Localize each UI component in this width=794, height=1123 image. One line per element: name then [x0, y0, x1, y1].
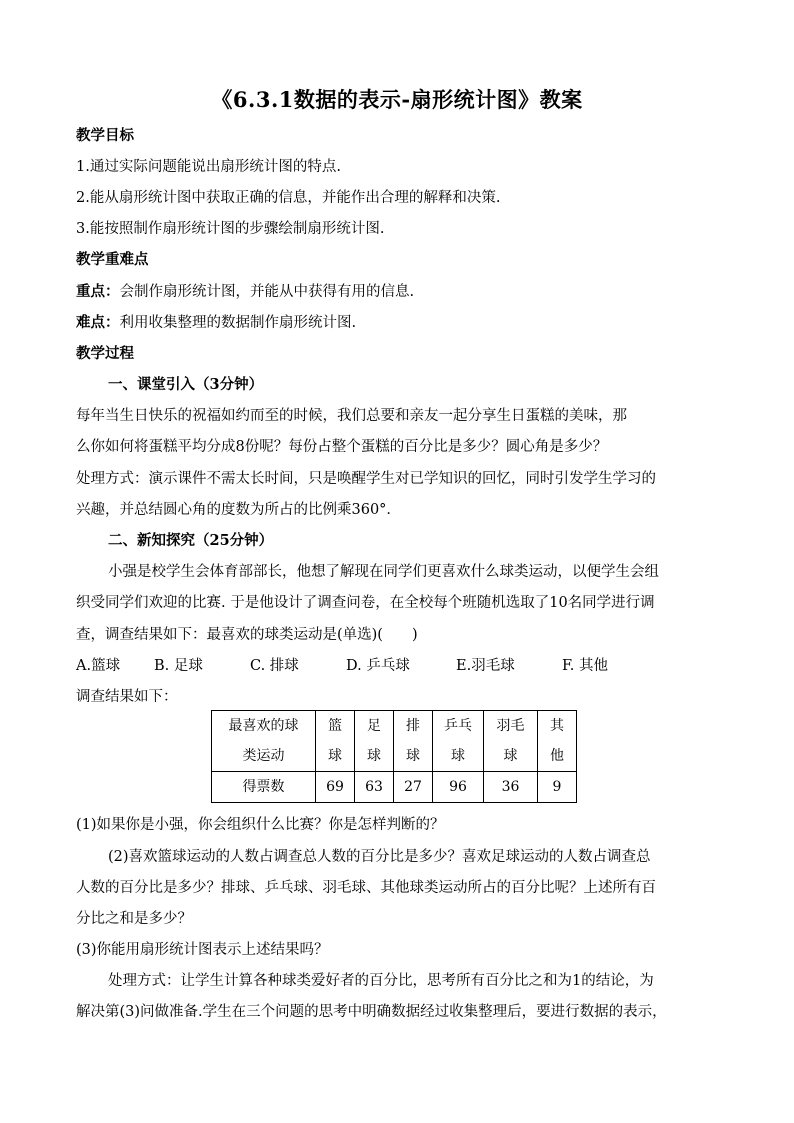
table-cell: 27: [394, 772, 433, 803]
survey-table: [211, 710, 577, 803]
paragraph-line: 解决第(3)问做准备.学生在三个问题的思考中明确数据经过收集整理后，要进行数据的表示，: [76, 1004, 667, 1020]
goal-item: 2.能从扇形统计图中获取正确的信息，并能作出合理的解释和决策.: [76, 190, 501, 206]
table-row: [212, 711, 577, 772]
option-c: C. 排球: [250, 658, 299, 674]
table-cell: 9: [538, 772, 577, 803]
question-line: 分比之和是多少？: [76, 911, 192, 927]
paragraph-line: 处理方式：演示课件不需太长时间，只是唤醒学生对已学知识的回忆，同时引发学生学习的: [76, 471, 656, 487]
paragraph-line: 每年当生日快乐的祝福如约而至的时候，我们总要和亲友一起分享生日蛋糕的美味，那: [76, 408, 627, 424]
options-line: [76, 654, 608, 675]
key-label: 重点：: [76, 283, 120, 300]
table-row: [212, 772, 577, 803]
question-line: (1)如果你是小强，你会组织什么比赛？你是怎样判断的？: [76, 817, 445, 833]
paragraph-line: 么你如何将蛋糕平均分成8份呢？每份占整个蛋糕的百分比是多少？圆心角是多少？: [76, 439, 608, 455]
paragraph-line: 小强是校学生会体育部部长，他想了解现在同学们更喜欢什么球类运动，以便学生会组: [108, 564, 659, 580]
goal-item: 3.能按照制作扇形统计图的步骤绘制扇形统计图.: [76, 221, 385, 237]
option-f: F. 其他: [562, 658, 609, 674]
table-header-cell: 其 他: [538, 711, 577, 772]
table-cell: 69: [316, 772, 355, 803]
table-cell: 96: [433, 772, 484, 803]
section2-heading: 二、新知探究（25分钟）: [108, 532, 274, 549]
paragraph-line: 兴趣，并总结圆心角的度数为所占的比例乘360°．: [76, 502, 401, 518]
goals-heading: 教学目标: [76, 127, 134, 144]
table-header-cell: 乒乓 球: [433, 711, 484, 772]
table-header-cell: 篮 球: [316, 711, 355, 772]
table-header-cell: 羽毛 球: [484, 711, 538, 772]
question-line: (2)喜欢篮球运动的人数占调查总人数的百分比是多少？喜欢足球运动的人数占调查总: [108, 849, 651, 865]
option-e: E.羽毛球: [456, 658, 515, 674]
table-header-cell: 最喜欢的球 类运动: [212, 711, 316, 772]
paragraph-line: 查，调查结果如下：最喜欢的球类运动是(单选)( ): [76, 627, 418, 643]
option-b: B. 足球: [154, 658, 203, 674]
difficulty-label: 难点：: [76, 314, 120, 331]
key-points-heading: 教学重难点: [76, 251, 149, 268]
key-text: 会制作扇形统计图，并能从中获得有用的信息.: [119, 284, 415, 300]
option-a: A.篮球: [76, 658, 121, 674]
table-cell: 36: [484, 772, 538, 803]
table-header-cell: 排 球: [394, 711, 433, 772]
table-row-label: 得票数: [212, 772, 316, 803]
question-line: (3)你能用扇形统计图表示上述结果吗？: [76, 942, 329, 958]
question-line: 人数的百分比是多少？排球、乒乓球、羽毛球、其他球类运动所占的百分比呢？上述所有百: [76, 880, 656, 896]
document-title: 《6.3.1数据的表示-扇形统计图》教案: [211, 87, 583, 112]
result-label: 调查结果如下：: [76, 689, 178, 705]
table-cell: 63: [355, 772, 394, 803]
goal-item: 1.通过实际问题能说出扇形统计图的特点.: [76, 159, 341, 175]
section1-heading: 一、课堂引入（3分钟）: [108, 376, 264, 393]
table-header-cell: 足 球: [355, 711, 394, 772]
key-point-line: [76, 280, 414, 301]
paragraph-line: 处理方式：让学生计算各种球类爱好者的百分比，思考所有百分比之和为1的结论，为: [108, 973, 654, 989]
option-d: D. 乒乓球: [346, 658, 410, 674]
paragraph-line: 织受同学们欢迎的比赛. 于是他设计了调查问卷，在全校每个班随机选取了10名同学进行调: [76, 595, 655, 611]
difficulty-text: 利用收集整理的数据制作扇形统计图.: [119, 315, 357, 331]
difficulty-line: [76, 311, 356, 332]
process-heading: 教学过程: [76, 345, 134, 362]
